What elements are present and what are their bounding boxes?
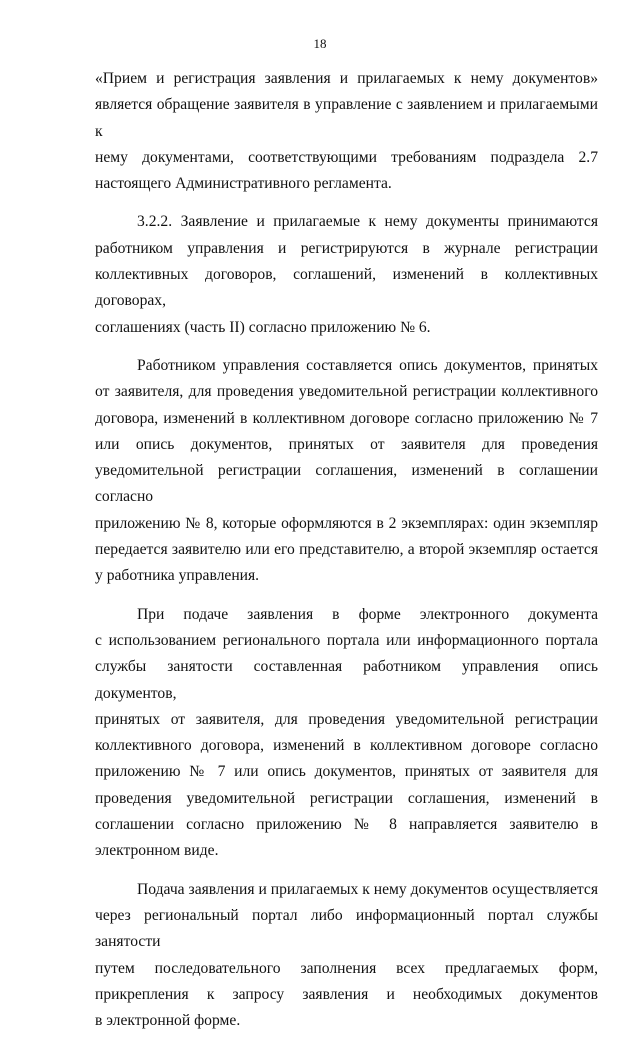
text-line: Подача заявления и прилагаемых к нему документов осуществляется [137,880,598,898]
text-line: с использованием регионального портала или информационного портала [95,631,598,649]
text-line: настоящего Административного регламента. [95,175,392,193]
text-line: соглашениях (часть II) согласно приложению № 6. [95,318,431,336]
text-line: соглашении согласно приложению № 8 направляется заявителю в [95,816,598,834]
page-number: 18 [313,36,327,51]
paragraph-5 [95,877,598,1035]
text-line: нему документами, соответствующими требованиям подраздела 2.7 [95,148,598,166]
text-line: через региональный портал либо информационный портал службы занятости [95,906,598,951]
text-line: от заявителя, для проведения уведомительной регистрации коллективного [95,383,598,401]
text-line: службы занятости составленная работником управления опись документов, [95,658,598,702]
text-line: принятых от заявителя, для проведения уведомительной регистрации [95,710,598,728]
paragraph-2 [95,209,598,340]
text-line: работником управления и регистрируются в журнале регистрации [95,239,598,257]
text-line: у работника управления. [95,567,260,585]
text-line: Работником управления составляется опись документов, принятых [137,356,598,374]
text-line: проведения уведомительной регистрации соглашения, изменений в [95,789,598,807]
text-line: договора, изменений в коллективном договоре согласно приложению № 7 [95,409,598,427]
text-line: уведомительной регистрации соглашения, изменений в соглашении согласно [95,462,598,506]
paragraph-4 [95,602,598,865]
text-line: электронном виде. [95,842,219,860]
paragraph-1 [95,66,598,197]
text-line: «Прием и регистрация заявления и прилагаемых к нему документов» [95,70,598,87]
document-body [95,66,598,1046]
text-line: коллективного договора, изменений в коллективном договоре согласно [95,737,598,755]
text-line: При подаче заявления в форме электронного документа [137,605,598,623]
text-line: в электронной форме. [95,1012,241,1030]
text-line: коллективных договоров, соглашений, изменений в коллективных договорах, [95,266,598,310]
text-line: 3.2.2. Заявление и прилагаемые к нему документы принимаются [137,213,598,231]
text-line: или опись документов, принятых от заявителя для проведения [95,435,598,453]
text-line: является обращение заявителя в управление с заявлением и прилагаемыми к [95,96,598,140]
paragraph-3 [95,353,598,590]
text-line: приложению № 7 или опись документов, принятых от заявителя для [95,763,598,781]
text-line: путем последовательного заполнения всех предлагаемых форм, [95,959,598,977]
text-line: приложению № 8, которые оформляются в 2 экземплярах: один экземпляр [95,514,598,532]
text-line: прикрепления к запросу заявления и необходимых документов [95,985,598,1003]
text-line: передается заявителю или его представителю, а второй экземпляр остается [95,541,598,559]
